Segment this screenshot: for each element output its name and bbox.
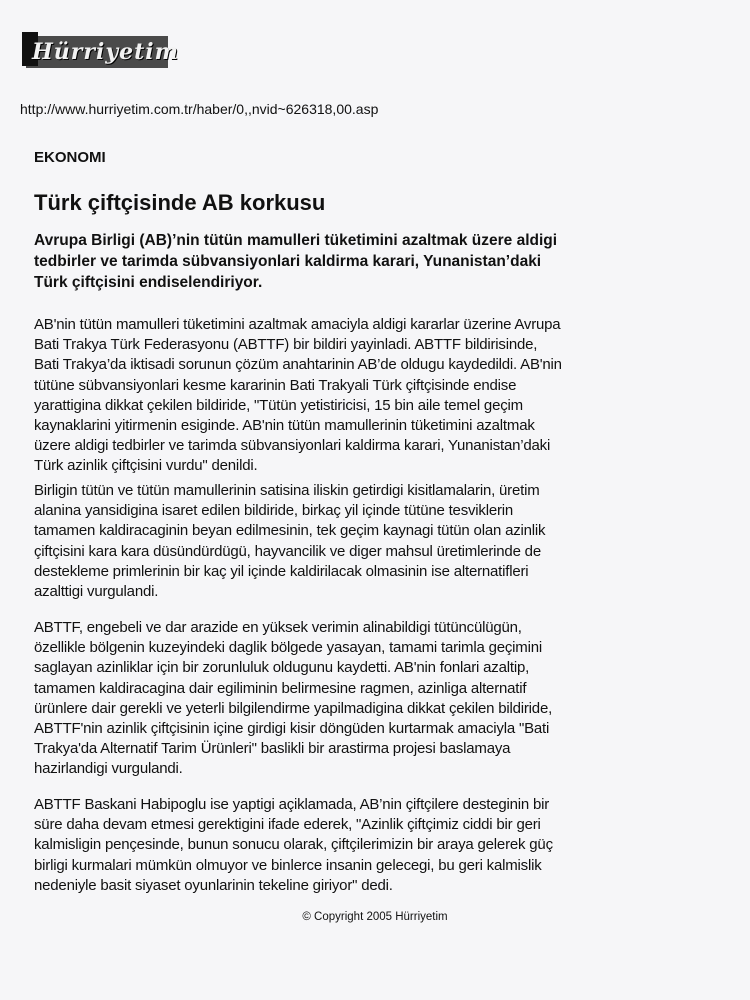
paragraph-line: kalmisligin pençesinde, bunun sonucu olarak, çiftçilerimizin bir araya gelerek güç — [34, 836, 553, 854]
lead-line: Avrupa Birligi (AB)’nin tütün mamulleri tüketimini azaltmak üzere aldigi — [34, 232, 558, 249]
article-headline: Türk çiftçisinde AB korkusu — [34, 190, 326, 215]
paragraph-line: hazirlandigi vurgulandi. — [34, 760, 183, 778]
paragraph-line: süre daha devam etmesi gerektigini ifade ederek, "Azinlik çiftçimiz ciddi bir geri — [34, 816, 541, 834]
section-label: EKONOMI — [34, 149, 106, 166]
paragraph-line: tamamen kaldiracaginin beyan edilmesinin, tek geçim kaynagi tütün olan azinlik — [34, 522, 546, 540]
paragraph-line: birligi kurmalari mümkün olmuyor ve binlerce insanin gelecegi, bu geri kalmislik — [34, 856, 542, 874]
lead-line: Türk çiftçisini endiselendiriyor. — [34, 274, 263, 291]
paragraph-line: özellikle bölgenin kuzeyindeki daglik bölgede yasayan, tamami tarimla geçimini — [34, 639, 543, 657]
paragraph-line: saglayan azinliklar için bir zorunluluk oldugunu kaydetti. AB'nin fonlari azaltip, — [34, 659, 530, 677]
paragraph-line: üzere aldigi tedbirler ve tarimda sübvansiyonlari kaldirma karari, Yunanistan’daki — [34, 437, 551, 455]
paragraph-line: Bati Trakya Türk Federasyonu (ABTTF) bir bildiri yayinladi. ABTTF bildirisinde, — [34, 336, 538, 354]
paragraph-line: azalttigi vurgulandi. — [34, 583, 159, 601]
paragraph-line: kaynaklarini yitirmenin esiginde. AB'nin tütün mamullerinin tüketimini azaltmak — [34, 417, 535, 435]
paragraph-line: ABTTF, engebeli ve dar arazide en yüksek verimin alinabildigi tütüncülügün, — [34, 619, 522, 636]
copyright-notice: © Copyright 2005 Hürriyetim — [302, 911, 448, 923]
paragraph-line: Birligin tütün ve tütün mamullerinin satisina iliskin getirdigi kisitlamalarin, üretim — [34, 482, 540, 499]
paragraph-line: tütüne sübvansiyonlari kesme kararinin Bati Trakyali Türk çiftçisinde endise — [34, 376, 517, 394]
article-lead — [34, 230, 634, 293]
paragraph-line: AB'nin tütün mamulleri tüketimini azaltmak amaciyla aldigi kararlar üzerine Avrupa — [34, 316, 561, 333]
paragraph-line: Trakya'da Alternatif Tarim Ürünleri" baslikli bir arastirma projesi baslamaya — [34, 740, 511, 758]
paragraph-line: ürünlere dair gerekli ve yeterli bilgilendirme yapilmadigina dikkat çekilen bildiride, — [34, 699, 553, 717]
paragraph-line: çiftçisini kara kara düsündürdügü, hayvancilik ve diger mahsul üretimlerinde de — [34, 542, 541, 560]
article-paragraph-4 — [34, 795, 734, 896]
lead-line: tedbirler ve tarimda sübvansiyonlari kaldirma karari, Yunanistan’daki — [34, 253, 542, 270]
paragraph-line: Bati Trakya’da iktisadi sorunun çözüm anahtarinin AB’de oldugu kaydedildi. AB'nin — [34, 356, 562, 374]
paragraph-line: ABTTF Baskani Habipoglu ise yaptigi açiklamada, AB’nin çiftçilere desteginin bir — [34, 796, 550, 813]
paragraph-line: yarattigina dikkat çekilen bildiride, "Tütün yetistiricisi, 15 bin aile temel geçim — [34, 396, 523, 414]
paragraph-line: nedeniyle basit siyaset oyunlarinin tekeline giriyor" dedi. — [34, 876, 393, 894]
logo-text: Hürriyetim — [32, 39, 179, 65]
hurriyetim-logo — [26, 36, 179, 68]
paragraph-line: Türk azinlik çiftçisini vurdu" denildi. — [34, 457, 258, 475]
article-paragraph-2 — [34, 481, 734, 602]
article-paragraph-3 — [34, 618, 734, 780]
paragraph-line: destekleme primlerinin bir kaç yil içinde kaldirilacak olmasinin ise alternatifleri — [34, 562, 529, 580]
paragraph-line: tamamen kaldiracagina dair egiliminin belirmesine ragmen, azinliga alternatif — [34, 679, 527, 697]
paragraph-line: ABTTF'nin azinlik çiftçisinin içine girdigi kisir döngüden kurtarmak amaciyla "Bati — [34, 720, 550, 738]
paragraph-line: alanina yansidigina isaret edilen bildiride, birkaç yil içinde tütüne tesviklerin — [34, 502, 514, 520]
page-url: http://www.hurriyetim.com.tr/haber/0,,nvid~626318,00.asp — [20, 101, 379, 117]
article-paragraph-1 — [34, 315, 734, 477]
